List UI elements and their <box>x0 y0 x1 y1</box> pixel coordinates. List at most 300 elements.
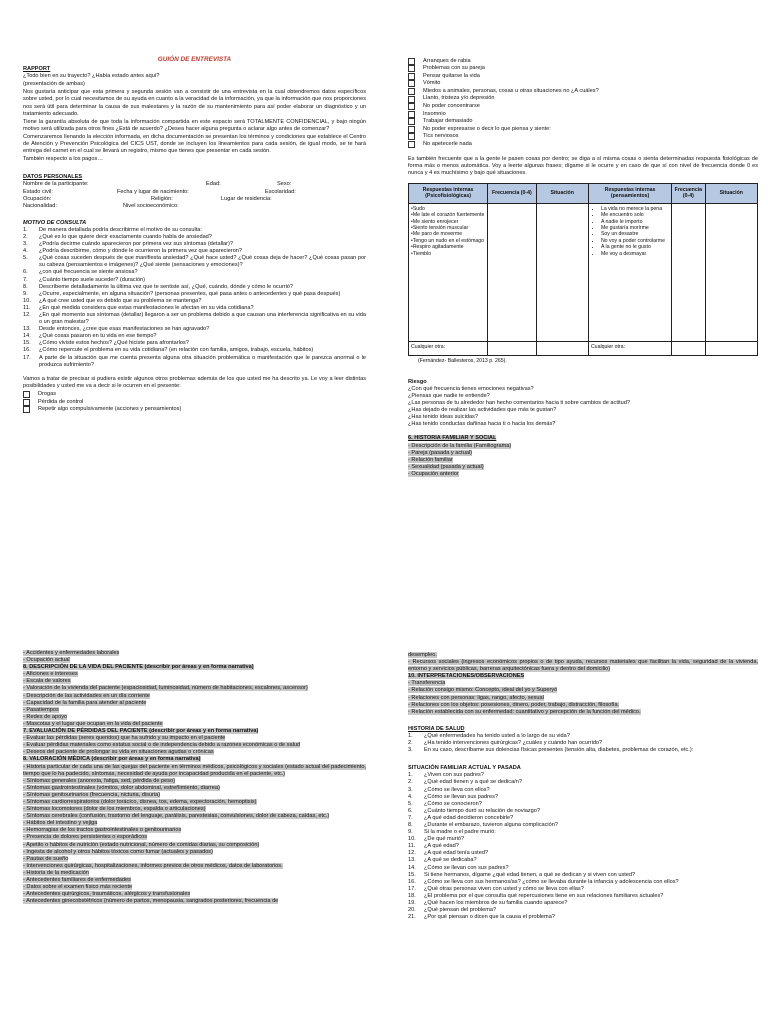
item-text: ¿Viven con sus padres? <box>424 772 484 779</box>
thoughts-list <box>591 206 669 257</box>
item-text: ¿Cómo se lleva con ellos? <box>424 786 490 793</box>
list-item <box>408 787 758 794</box>
item-text: ¿Podría describirme, cómo y dónde le ocurrieron la primera vez que aparecieron? <box>39 248 243 255</box>
item-number: 14. <box>23 333 31 340</box>
list-item <box>23 664 366 671</box>
checklist-item[interactable] <box>408 133 758 140</box>
item-number: 8. <box>408 821 413 828</box>
list-item <box>408 893 758 900</box>
table-row <box>409 203 758 341</box>
checkbox-label: Problemas con su pareja <box>423 65 485 72</box>
list-item-text: - Ingesta de alcohol y otros hábitos tóxicos como fumar (actuales y pasados) <box>23 848 213 855</box>
list-item <box>408 733 758 740</box>
list-item-text: - Capacidad de la familia para atender al paciente <box>23 699 147 706</box>
item-text: En su caso, descríbame sus dolencias físicas presentes (tensión alta, diabetes, problemas de corazón, etc.): <box>424 747 694 754</box>
item-number: 13. <box>408 857 416 864</box>
physio-item: •Me late el corazón fuertemente <box>411 212 485 219</box>
column-header: Situación <box>705 183 757 203</box>
item-number: 4. <box>23 248 28 255</box>
list-item <box>23 735 366 742</box>
list-item-text: - Relaciones con los objetos: posesiones, dinero, poder, trabajo, distracción, filosofía. <box>408 701 620 708</box>
list-item-text: - Síntomas generales (anorexia, fatiga, sed, pérdida de peso) <box>23 777 176 784</box>
list-item <box>408 794 758 801</box>
item-text: ¿Cómo se conocieron? <box>424 800 482 807</box>
checklist-item[interactable] <box>23 406 366 413</box>
datos-row <box>23 196 366 203</box>
list-item <box>408 850 758 857</box>
item-text: ¿Ocurre, especialmente, en alguna situación? (personas presentes, qué pasa antes o antecedentes y qué pasa después) <box>39 290 341 297</box>
list-item-text: - Antecedentes ginecobstétricos (número de partos, menopausia, sangrados posteriores, frecuencia de <box>23 898 279 905</box>
document-title: GUIÓN DE ENTREVISTA <box>157 56 232 63</box>
list-item <box>23 820 366 827</box>
list-item <box>408 822 758 829</box>
item-text: ¿Qué cosas suceden después de que manifiesta ansiedad? ¿Qué hace usted? ¿Qué cosas deja de hacer? ¿Qué cosas pasan por su cabeza (pensamientos e imágenes)? ¿Qué siente (sensaciones y emociones)? <box>39 255 366 269</box>
list-item <box>408 836 758 843</box>
item-number: 8. <box>23 283 28 290</box>
item-number: 16. <box>408 878 416 885</box>
list-item: ¿Las personas de tu alrededor han hecho comentarios hacia ti sobre cambios de actitud? <box>408 400 631 407</box>
list-item-text: - Ocupación actual <box>23 657 70 664</box>
list-item: ¿Has dejado de realizar las actividades que más te gustan? <box>408 407 557 414</box>
item-text: ¿En qué medida considera que estas manifestaciones le afectan en su vida cotidiana? <box>39 304 254 311</box>
list-item-text: - Síntomas gastrointestinales (vómitos, dolor abdominal, estreñimiento, diarrea) <box>23 784 220 791</box>
checkbox-label: Miedos a animales, personas, cosas u otras situaciones no ¿A cuáles? <box>423 87 599 94</box>
checklist-item[interactable] <box>408 95 758 102</box>
list-item <box>408 673 758 680</box>
list-item <box>23 721 366 728</box>
list-item <box>408 695 758 702</box>
page2-left-column <box>23 650 366 1024</box>
list-item-text: - Historia particular de cada una de las quejas del paciente en términos médicos, psicológicos y sociales (estado actual del padecimiento, tiempo que lo ha padecido, síntomas, necesidad de ayuda por incapacidad producida en el paciente, etc.) <box>23 763 366 777</box>
checklist-item[interactable] <box>23 399 366 406</box>
field-label: Fecha y lugar de nacimiento: <box>117 188 189 195</box>
item-text: ¿De qué murió? <box>424 836 465 843</box>
list-item-text: - Antecedentes quirúrgicos, traumáticos, alérgicos y transfusionales <box>23 891 191 898</box>
list-item <box>23 248 366 255</box>
item-text: ¿A qué edad? <box>424 843 459 850</box>
checkbox[interactable] <box>23 406 30 413</box>
list-item-text: - Escala de valores <box>23 678 71 685</box>
other-cell[interactable]: Cualquier otra: <box>409 341 488 355</box>
item-text: ¿Cómo viviste estos hechos? ¿Qué hiciste para afrontarlos? <box>39 340 189 347</box>
list-item <box>408 843 758 850</box>
field-label: Lugar de residencia: <box>221 195 272 202</box>
list-item-text: - Descripción de las actividades en un día corriente <box>23 692 150 699</box>
frequency-cell[interactable] <box>488 341 536 355</box>
item-number: 6. <box>23 269 28 276</box>
situation-cell[interactable] <box>705 341 757 355</box>
list-item <box>23 340 366 347</box>
item-text: De manera detallada podría describirme el motivo de su consulta: <box>39 226 202 233</box>
list-item-text: - Antecedentes familiares de enfermedades <box>23 877 131 883</box>
checkbox[interactable] <box>408 80 415 87</box>
checkbox-label: Drogas <box>38 390 57 397</box>
item-text: ¿Durante el embarazo, tuvieron alguna complicación? <box>424 821 559 828</box>
item-number: 3. <box>23 241 28 248</box>
thought-item: • A nadie le importo <box>601 219 669 225</box>
list-item-text: - Aficiones e intereses <box>23 671 78 678</box>
list-item <box>23 685 366 692</box>
checkbox[interactable] <box>408 73 415 80</box>
frequency-cell[interactable] <box>672 341 705 355</box>
checklist-left <box>23 391 366 413</box>
list-item: ¿Con qué frecuencia tienes emociones negativas? <box>408 385 534 392</box>
checklist-right <box>408 58 758 149</box>
historia-list <box>408 443 758 478</box>
item-number: 17. <box>23 354 31 361</box>
list-item <box>23 778 366 785</box>
checkbox[interactable] <box>408 103 415 110</box>
list-item <box>23 728 366 735</box>
list-item-text: - Accidentes y enfermedades laborales <box>23 650 120 656</box>
thought-item: • Me encuentro solo <box>601 212 669 218</box>
checklist-item[interactable] <box>408 80 758 87</box>
thought-item: • Soy un desastre <box>601 231 669 237</box>
thought-item: • Me gustaría morirme <box>601 225 669 231</box>
item-text: ¿Cuánto tiempo suele suceder? (duración) <box>39 276 146 283</box>
list-item-text: 8. VALORACIÓN MÉDICA (describir por áreas y en forma narrativa) <box>23 756 201 763</box>
item-number: 3. <box>408 747 413 754</box>
item-text: ¿Cómo se lleva con sus hermanos/as? ¿cómo se llevaba durante la infancia y adolescencia con ellos? <box>424 878 679 885</box>
list-item <box>408 907 758 914</box>
list-item <box>23 842 366 849</box>
list-item <box>23 333 366 340</box>
field-label: Ocupación: <box>23 195 52 202</box>
checkbox-label: Arranques de rabia <box>423 57 471 64</box>
item-text: ¿Cómo repercute el problema en su vida cotidiana? (en relación con familia, amigos, trabajo, escuela, hábitos) <box>39 347 314 354</box>
physio-item: •Respiro agitadamente <box>411 244 464 251</box>
column-header: Situación <box>536 183 588 203</box>
list-item-text: - Valoración de la vivienda del paciente (espaciosidad, luminosidad, número de habitaciones, escalones, ascensor) <box>23 685 308 692</box>
list-item-text: - Redes de apoyo <box>23 713 68 720</box>
list-item-text: - Transferencia <box>408 680 446 687</box>
list-item <box>23 284 366 291</box>
table-header-row <box>409 183 758 203</box>
checkbox[interactable] <box>408 65 415 72</box>
list-item-text: - Síntomas cerebrales (confusión, trastorno del lenguaje, parálisis, parestesias, convulsiones, dolor de cabeza, caídas, etc.) <box>23 813 330 820</box>
item-number: 14. <box>408 864 416 871</box>
riesgo-heading: Riesgo <box>408 378 427 385</box>
list-item <box>23 650 366 657</box>
list-item <box>23 806 366 813</box>
checkbox[interactable] <box>23 391 30 398</box>
list-item-text: - Evaluar pérdidas materiales como estatus social o de independencia debido a razones económicas o de salud <box>23 742 301 749</box>
list-item-text: - Evaluar las pérdidas (seres queridos) que ha sufrido y su impacto en el paciente <box>23 735 226 742</box>
situation-cell[interactable] <box>536 203 588 341</box>
item-text: ¿Qué es lo que quiere decir exactamente cuando habla de ansiedad? <box>39 233 212 240</box>
list-item <box>23 827 366 834</box>
list-item-text: 7. EVALUACIÓN DE PÉRDIDAS DEL PACIENTE (describir por áreas y en forma narrativa) <box>23 728 259 735</box>
physio-item: •Sudo <box>411 205 425 212</box>
list-item-text: desempleo. <box>408 652 437 658</box>
item-text: ¿Qué otras personas viven con usted y cómo se lleva con ellas? <box>424 885 584 892</box>
list-item <box>23 877 366 884</box>
list-item <box>23 693 366 700</box>
list-item <box>23 255 366 269</box>
list-item <box>23 863 366 870</box>
item-number: 2. <box>408 740 413 747</box>
list-item-text: - Datos sobre el examen físico más reciente <box>23 884 133 891</box>
rapport-text <box>23 73 366 163</box>
list-item: ¿Has tenido conductas dañinas hacia ti o hacia los demás? <box>408 421 556 428</box>
item-text: ¿El problema por el que consulta qué repercusiones tiene en sus relaciones familiares actuales? <box>424 892 664 899</box>
list-item-text: - Apetito o hábitos de nutrición (estado nutricional, número de comidas diarias, su composición) <box>23 841 260 848</box>
list-item-text: 8. DESCRIPCIÓN DE LA VIDA DEL PACIENTE (describir por áreas y en forma narrativa) <box>23 664 254 671</box>
item-number: 1. <box>23 226 28 233</box>
checkbox-label: Trabajar demasiado <box>423 118 473 125</box>
column-header: Frecuencia (0-4) <box>488 183 536 203</box>
list-item <box>408 740 758 747</box>
list-item <box>408 772 758 779</box>
list-item <box>408 801 758 808</box>
list-item-text: - Relación consigo mismo: Concepto, ideal del yo y Superyó <box>408 687 558 694</box>
list-item-text: 10. INTERPRETACIONES/OBSERVACIONES <box>408 673 525 680</box>
checkbox-label: Pérdida de control <box>38 398 84 405</box>
page1-right-column <box>408 57 758 478</box>
checkbox[interactable] <box>408 111 415 118</box>
datos-personales-heading: DATOS PERSONALES <box>23 174 83 181</box>
checklist-item[interactable] <box>408 65 758 72</box>
rapport-paragraph: Comenzaremos llenando la elección informada, en dicha documentación se presentan los términos y condiciones que establece el Centro de Atención y Prevención Psicológica del CICS UST, donde se incluyen los lineamientos para cada sesión, de igual modo, se te hará entrega del carnet en el cual se llevará un registro, mismo que tienes que presentar en cada sesión. <box>23 133 366 155</box>
item-text: A parte de la situación que me cuenta presenta alguna otra situación problemática o manifestación que le parezca anormal o le produzca sufrimiento? <box>39 354 366 368</box>
column-header: Respuestas internas (Psicofisiológicas) <box>409 183 488 203</box>
situation-cell[interactable] <box>536 341 588 355</box>
field-label: Nombre de la participante: <box>23 181 89 188</box>
list-item <box>23 764 366 778</box>
rapport-paragraph: También respecto a los pagos… <box>23 156 103 163</box>
list-item <box>23 707 366 714</box>
physio-item: •Tiemblo <box>411 250 432 257</box>
table-row <box>409 341 758 355</box>
item-text: ¿Ha tenido intervenciones quirúrgicas? ¿cuáles y cuándo han ocurrido? <box>424 740 603 747</box>
list-item: - Sexualidad (pasada y actual) <box>408 463 484 470</box>
list-item <box>408 687 758 694</box>
list-item <box>23 678 366 685</box>
list-item <box>23 785 366 792</box>
list-item <box>23 671 366 678</box>
column-header: Frecuencia (0-4) <box>672 183 705 203</box>
checklist-item[interactable] <box>23 391 366 398</box>
field-label: Escolaridad: <box>265 188 296 195</box>
item-number: 10. <box>23 297 31 304</box>
item-number: 12. <box>408 850 416 857</box>
list-item <box>408 779 758 786</box>
field-label: Nivel socioeconómico: <box>123 202 179 209</box>
item-text: ¿A qué edad tenía usted? <box>424 850 489 857</box>
checklist-item[interactable] <box>408 126 758 133</box>
motivo-consulta-heading: MOTIVO DE CONSULTA <box>23 219 87 226</box>
item-text: Si la madre o el padre murió: <box>424 829 496 836</box>
list-item: ¿Has tenido ideas suicidas? <box>408 414 478 421</box>
item-text: ¿Qué enfermedades ha tenido usted a lo largo de su vida? <box>424 732 570 739</box>
checkbox[interactable] <box>408 141 415 148</box>
rapport-heading: RAPPORT <box>23 66 51 73</box>
list-item <box>408 829 758 836</box>
list-item <box>23 898 366 905</box>
checkbox-label: No poder expresarse o decir lo que piensa y siente: <box>423 125 551 132</box>
datos-personales-form <box>23 181 366 209</box>
checkbox-label: Repetir algo compulsivamente (acciones y pensamientos) <box>38 406 182 413</box>
list-item <box>23 269 366 276</box>
list-item <box>23 277 366 284</box>
list-item <box>23 884 366 891</box>
list-item <box>23 792 366 799</box>
item-number: 1. <box>408 772 413 779</box>
checklist-intro: Vamos a tratar de precisar si pudiera existir algunos otros problemas además de los que usted me ha descrito ya. Le voy a leer distintas posibilidades y usted me va a decir si le ocurren en el presente: <box>23 375 366 389</box>
list-item <box>408 702 758 709</box>
rapport-paragraph: Nos gustaría anticipar que esta primera y segunda sesión van a consistir de una entrevista en la cual obtendremos datos específicos sobre usted, por lo cual necesitamos de su ayuda en cuanto a la veracidad de la información, ya que la información que nos proporciones nos será útil para determinar la causa de sus malestares y la razón de su mantenimiento para así poder elaborar un diagnóstico y un tratamiento adecuado. <box>23 89 366 117</box>
list-item <box>23 355 366 369</box>
item-text: ¿Cómo se llevan con sus padres? <box>424 864 509 871</box>
checkbox[interactable] <box>23 399 30 406</box>
page1-left-column <box>23 56 366 414</box>
item-number: 15. <box>23 340 31 347</box>
datos-row <box>23 203 366 210</box>
other-cell[interactable]: Cualquier otra: <box>588 341 671 355</box>
item-text: ¿Cómo se llevan sus padres? <box>424 793 498 800</box>
thought-item: • La vida no merece la pena <box>601 206 669 212</box>
item-number: 19. <box>408 900 416 906</box>
list-item: - Descripción de la familia (Familiograma) <box>408 442 512 449</box>
list-item <box>408 857 758 864</box>
list-item <box>408 652 758 659</box>
list-item-text: - Deseos del paciente de prolongar su vida en situaciones agudas o crónicas <box>23 749 214 756</box>
column-header: Respuestas internas (pensamientos) <box>588 183 671 203</box>
frequency-cell[interactable] <box>672 203 705 341</box>
item-number: 9. <box>23 290 28 297</box>
situacion-familiar-heading: SITUACIÓN FAMILIAR ACTUAL Y PASADA <box>408 765 521 772</box>
item-number: 6. <box>408 807 413 814</box>
list-item: - Ocupación anterior <box>408 470 459 477</box>
field-label: Estado civil: <box>23 188 53 195</box>
list-item <box>23 347 366 354</box>
field-label <box>271 203 331 210</box>
item-number: 21. <box>408 914 416 921</box>
thought-item: • No voy a poder controlarme <box>601 238 669 244</box>
list-item <box>408 659 758 673</box>
list-item <box>23 700 366 707</box>
checkbox[interactable] <box>408 133 415 140</box>
list-item <box>408 879 758 886</box>
checklist-item[interactable] <box>408 58 758 65</box>
item-text: ¿A qué edad decidieron concebirle? <box>424 814 514 821</box>
checkbox-label: Insomnio <box>423 110 446 117</box>
item-number: 11. <box>408 843 416 850</box>
item-number: 7. <box>23 276 28 283</box>
list-item <box>408 680 758 687</box>
list-item-text: - Recursos sociales (ingresos económicos propios o de tipo ayuda, recursos materiales que facilitan la vida, seguridad de la vivienda, entorno y servicios públicas, barreras arquitectónicas fuera y dentro del domicilio) <box>408 659 758 673</box>
list-item <box>23 834 366 841</box>
item-number: 4. <box>408 793 413 800</box>
physio-cell <box>409 203 488 341</box>
item-number: 1. <box>408 732 413 739</box>
list-item <box>23 756 366 763</box>
checkbox[interactable] <box>408 126 415 133</box>
checkbox-label: Vómito <box>423 80 441 87</box>
item-text: ¿Qué piensan del problema? <box>424 907 497 914</box>
item-number: 2. <box>408 779 413 786</box>
checkbox[interactable] <box>408 88 415 95</box>
list-item <box>408 865 758 872</box>
item-text: ¿A qué cree usted que es debido que su problema se mantenga? <box>39 297 202 304</box>
list-item <box>23 227 366 234</box>
salud-list <box>408 733 758 754</box>
thought-item: • Me voy a desmayar <box>601 251 669 257</box>
rapport-paragraph: (presentación de ambas) <box>23 81 85 88</box>
thoughts-cell <box>588 203 671 341</box>
rapport-paragraph: ¿Todo bien en su trayecto? ¿Había estado antes aquí? <box>23 73 160 80</box>
list-item <box>23 298 366 305</box>
list-item-text: - Síntomas genitourinarios (frecuencia, nicturia, disuria) <box>23 791 161 798</box>
table-caption: (Fernández- Ballesteros, 2013 p. 265). <box>418 357 507 364</box>
item-number: 17. <box>408 885 416 892</box>
list-item-text: - Historia de la medicación <box>23 869 89 876</box>
frequency-cell[interactable] <box>488 203 536 341</box>
item-number: 13. <box>23 326 31 333</box>
item-text: ¿con qué frecuencia se siente ansiosa? <box>39 269 138 276</box>
checkbox-label: Pensar quitarse la vida <box>423 72 480 79</box>
checklist-item[interactable] <box>408 103 758 110</box>
list-item-text: - Síntomas cardiorrespiratorios (dolor torácico, disnea, tos, edema, expectoración, hemoptisis) <box>23 798 257 805</box>
item-number: 18. <box>408 892 416 899</box>
list-item <box>23 849 366 856</box>
item-number: 10. <box>408 836 416 843</box>
symptoms-table <box>408 183 758 356</box>
list-item <box>408 914 758 921</box>
checklist-item[interactable] <box>408 73 758 80</box>
rapport-paragraph: Tiene la garantía absoluta de que toda la información compartida en este espacio será TOTALMENTE CONFIDENCIAL, y bajo ningún motivo será utilizada para otros fines ¿Está de acuerdo? ¿Desea hacer alguna pregunta o aclarar algo antes de comenzar? <box>23 118 366 132</box>
item-text: ¿Qué edad tienen y a qué se dedica/n? <box>424 779 522 786</box>
list-item <box>23 813 366 820</box>
checklist-item[interactable] <box>408 88 758 95</box>
item-text: ¿Por qué piensan o dicen que la causa el problema? <box>424 914 555 921</box>
item-text: ¿A qué se dedicaba? <box>424 857 477 864</box>
list-item-text: - Pasatiempos <box>23 706 59 713</box>
thought-item: • A la gente no le gusto <box>601 244 669 250</box>
list-item <box>23 326 366 333</box>
item-number: 15. <box>408 871 416 878</box>
list-item <box>23 856 366 863</box>
page2-right-top <box>408 652 758 716</box>
item-text: ¿Qué hacen los miembros de su familia cuando aparece? <box>424 900 568 906</box>
situation-cell[interactable] <box>705 203 757 341</box>
checkbox-label: Llanto, tristeza y/o depresión <box>423 95 495 102</box>
historia-salud-heading: HISTORIA DE SALUD <box>408 725 465 732</box>
list-item <box>23 312 366 326</box>
checkbox-label: No apetecerle nada <box>423 141 472 148</box>
item-number: 7. <box>408 814 413 821</box>
checkbox[interactable] <box>408 58 415 65</box>
checkbox[interactable] <box>408 96 415 103</box>
checklist-item[interactable] <box>408 141 758 148</box>
checklist-item[interactable] <box>408 111 758 118</box>
list-item-text: - Pautas de sueño <box>23 855 69 862</box>
item-number: 5. <box>23 255 28 262</box>
list-item: - Pareja (pasada y actual) <box>408 449 473 456</box>
list-item <box>408 709 758 716</box>
item-text: Desde entonces, ¿cree que esas manifestaciones se han agravado? <box>39 326 210 333</box>
list-item-text: - Intervenciones quirúrgicas, hospitalizaciones, informes previos de otros médicos, datos de laboratorios. <box>23 862 283 869</box>
checklist-item[interactable] <box>408 118 758 125</box>
list-item <box>408 872 758 879</box>
item-text: ¿En qué momento sus síntomas (detallar) llegaron a ser un problema debido a que causan una interferencia significativa en su vida o un gran malestar? <box>39 312 366 326</box>
list-item <box>408 808 758 815</box>
item-text: ¿Podría decirme cuándo aparecieron por primera vez sus síntomas (detallar)? <box>39 241 234 248</box>
list-item <box>23 714 366 721</box>
checkbox[interactable] <box>408 118 415 125</box>
physio-item: •Me siento enrojecer <box>411 218 459 225</box>
datos-row <box>23 181 366 188</box>
